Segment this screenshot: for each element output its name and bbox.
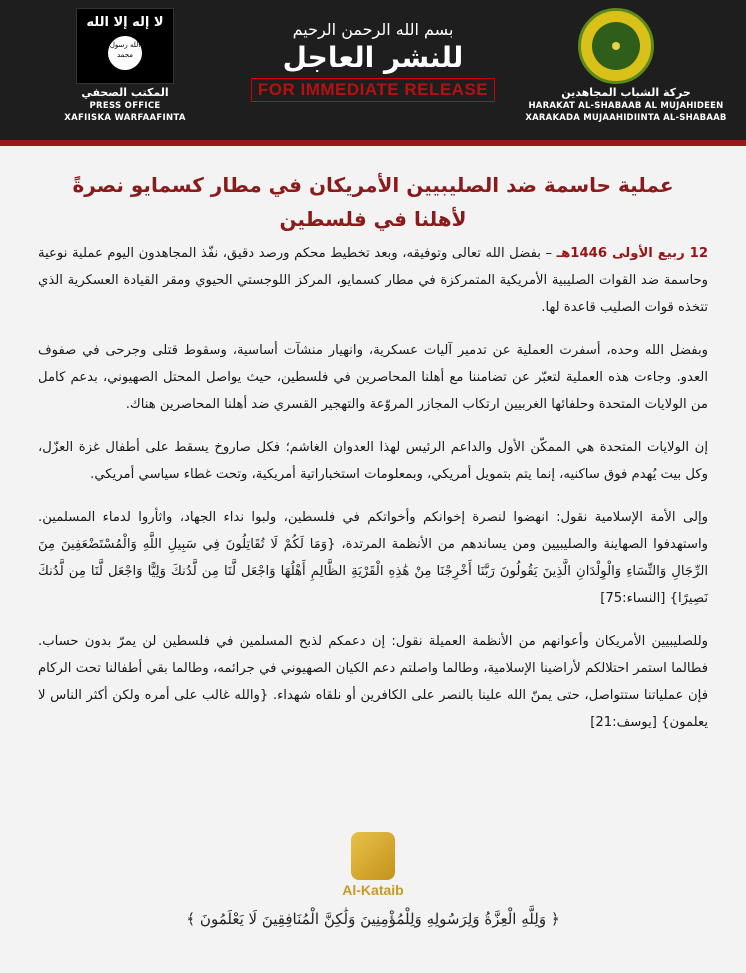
release-title-en: FOR IMMEDIATE RELEASE <box>251 78 495 102</box>
press-office-so: XAFIISKA WARFAAFINTA <box>64 113 186 123</box>
statement-date: 12 ربيع الأولى 1446هـ <box>556 246 708 261</box>
release-title-ar: للنشر العاجل <box>282 41 464 74</box>
paragraph-4: وإلى الأمة الإسلامية نقول: انهضوا لنصرة إخوانكم وأخواتكم في فلسطين، ولبوا نداء الجهاد، واثأروا لدماء المسلمين. واستهدفوا الصهاينة والصليبيين ومن يساندهم من الأنظمة المرتدة، {وَمَا لَكُمْ لَا تُقَاتِلُونَ فِي سَبِيلِ اللَّهِ وَالْمُسْتَضْعَفِينَ مِنَ الرِّجَالِ وَالنِّسَاءِ وَالْوِلْدَانِ الَّذِينَ يَقُولُونَ رَبَّنَا أَخْرِجْنَا مِنْ هَٰذِهِ الْقَرْيَةِ الظَّالِمِ أَهْلُهَا وَاجْعَل لَّنَا مِن لَّدُنكَ وَلِيًّا وَاجْعَل لَّنَا مِن لَّدُنكَ نَصِيرًا} [النساء:75] <box>38 510 708 606</box>
statement-body <box>38 240 708 752</box>
organization-name-en: HARAKAT AL-SHABAAB AL MUJAHIDEEN <box>528 101 724 111</box>
paragraph-3: إن الولايات المتحدة هي الممكّن الأول والداعم الرئيس لهذا العدوان الغاشم؛ فكل صاروخ يسقط على أطفال غزة العزّل، وكل بيت يُهدم فوق ساكنيه، إنما يتم بتمويل أمريكي، وبمعلومات استخباراتية أمريكية، وتحت غطاء سياسي أمريكي. <box>38 440 708 482</box>
basmala: بسم الله الرحمن الرحيم <box>292 20 454 39</box>
flag-seal: الله رسول محمد <box>108 36 142 70</box>
page-title: عملية حاسمة ضد الصليبيين الأمريكان في مطار كسمايو نصرةً لأهلنا في فلسطين <box>72 173 674 231</box>
paragraph-5: وللصليبيين الأمريكان وأعوانهم من الأنظمة العميلة نقول: إن دعمكم لذبح المسلمين في فلسطين لن يمرّ بدون حساب. فطالما استمر احتلالكم لأراضينا الإسلامية، وطالما واصلتم دعم الكيان الصهيوني في جرائمه، وطالما بقي أطفالنا تحت الركام فإن عملياتنا ستتواصل، حتى يمنّ الله علينا بالنصر على الكافرين أو نلقاه شهداء. {والله غالب على أمره ولكن أكثر الناس لا يعلمون} [يوسف:21] <box>38 634 708 730</box>
paragraph-1 <box>38 240 708 321</box>
organization-name-ar: حركة الشباب المجاهدين <box>561 86 691 99</box>
paragraph-2: وبفضل الله وحده، أسفرت العملية عن تدمير آليات عسكرية، وانهيار منشآت أساسية، وسقوط قتلى وجرحى في صفوف العدو. وجاءت هذه العملية لتعبّر عن تضامننا مع أهلنا المحاصرين في فلسطين، حيث يواصل المحتل الصهيوني، بدعم كامل من الولايات المتحدة وحلفائها الغربيين ارتكاب المجازر المروّعة والتهجير القسري ضد أهلنا المحاصرين هناك. <box>38 343 708 412</box>
closing-verse: ﴿ وَلِلَّهِ الْعِزَّةُ وَلِرَسُولِهِ وَلِلْمُؤْمِنِينَ وَلَٰكِنَّ الْمُنَافِقِينَ لَا يَعْلَمُونَ ﴾ <box>186 910 560 928</box>
paragraph-1-text: – بفضل الله تعالى وتوفيقه، وبعد تخطيط محكم ورصد دقيق، نفّذ المجاهدون اليوم عملية نوعية وحاسمة ضد القوات الصليبية الأمريكية المتمركزة في مطار كسمايو، المركز اللوجستي الحيوي ومقر القيادة العسكرية الذي تتخذه قوات الصليب قاعدة لها. <box>38 246 708 315</box>
header-banner <box>0 0 746 140</box>
press-office-label <box>60 86 190 123</box>
release-heading <box>230 20 516 102</box>
organization-name-so: XARAKADA MUJAAHIDIINTA AL-SHABAAB <box>525 113 727 123</box>
header-divider <box>0 140 746 146</box>
media-logo-name: Al-Kataib <box>342 882 404 898</box>
press-office-ar: المكتب الصحفي <box>81 86 169 99</box>
calligraphy-logo-icon <box>351 832 395 880</box>
black-flag-logo <box>76 8 174 84</box>
organization-label <box>516 86 736 123</box>
flag-shahada-text: لا إله إلا الله <box>86 15 164 30</box>
media-logo <box>336 832 410 898</box>
press-office-en: PRESS OFFICE <box>89 101 161 111</box>
organization-emblem-icon <box>578 8 654 84</box>
